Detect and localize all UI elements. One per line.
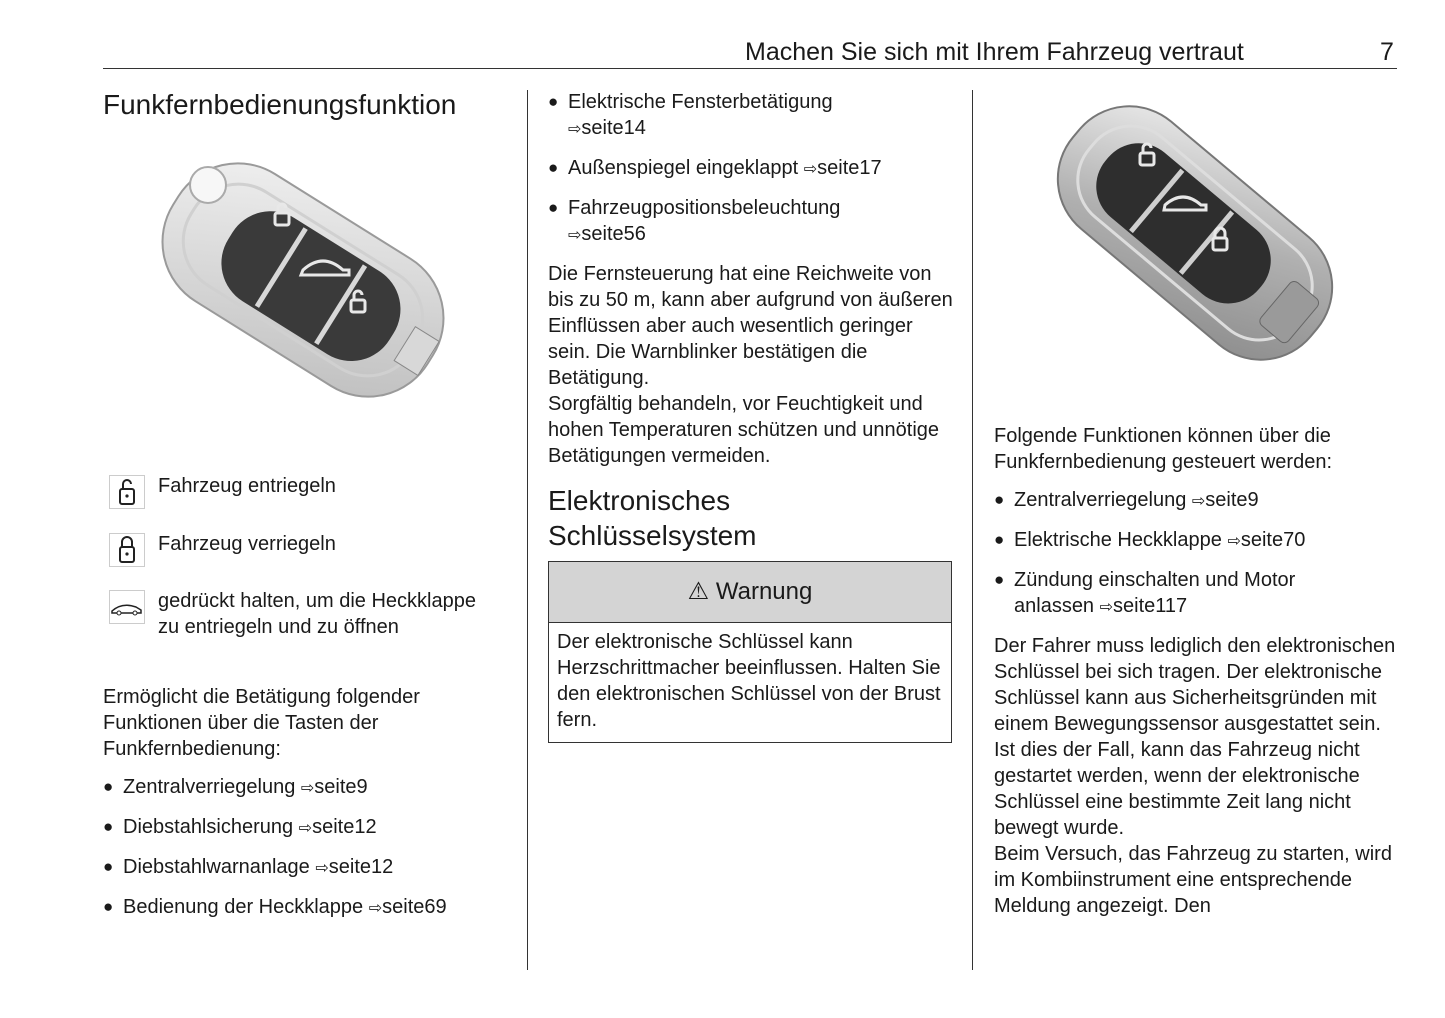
list-item: ● Diebstahlsicherung ⇨seite12	[103, 814, 513, 842]
list-item: ● Zentralverriegelung ⇨seite9	[994, 487, 1399, 515]
electronic-key-fob-icon	[1015, 93, 1375, 373]
start-paragraph: Beim Versuch, das Fahrzeug zu starten, wird im Kombiinstrument eine entsprechende Meldung angezeigt. Den	[994, 843, 1392, 917]
left-body	[103, 684, 513, 934]
middle-column	[548, 89, 953, 553]
column-divider-left	[527, 90, 528, 970]
running-header: Machen Sie sich mit Ihrem Fahrzeug vertraut	[745, 38, 1244, 66]
list-item: ● Zündung einschalten und Motor anlassen ⇨seite117	[994, 567, 1354, 621]
header-rule	[103, 68, 1397, 69]
warning-triangle-icon: ⚠	[687, 578, 710, 605]
page-number: 7	[1380, 38, 1394, 66]
list-item: ● Fahrzeugpositionsbeleuchtung ⇨seite56	[548, 195, 953, 249]
lock-icon	[109, 533, 145, 567]
column-divider-right	[972, 90, 973, 970]
list-item: ● Elektrische Heckklappe ⇨seite70	[994, 527, 1399, 555]
range-paragraph: Die Fernsteuerung hat eine Reichweite von bis zu 50 m, kann aber aufgrund von äußeren Einflüssen aber auch wesentlich geringer sein. Die Warnblinker bestätigen die Betätigung.	[548, 263, 953, 389]
functions-intro: Folgende Funktionen können über die Funkfernbedienung gesteuert werden:	[994, 425, 1333, 473]
list-item: ● Außenspiegel eingeklappt ⇨seite17	[548, 155, 953, 183]
list-item: ● Elektrische Fensterbetätigung ⇨seite14	[548, 89, 953, 143]
list-item: ● Diebstahlwarnanlage ⇨seite12	[103, 854, 513, 882]
warning-header: ⚠ Warnung	[549, 562, 951, 623]
section-heading-remote: Funkfernbedienungsfunktion	[103, 89, 457, 120]
left-column	[103, 87, 503, 122]
driver-paragraph: Der Fahrer muss lediglich den elektronischen Schlüssel bei sich tragen. Der elektronische Schlüssel kann aus Sicherheitsgründen mit einem Bewegungssensor ausgestattet sein. Ist dies der Fall, kann das Fahrzeug nicht gestartet werden, wenn der elektronische Schlüssel eine bestimmte Zeit lang nicht bewegt wurde.	[994, 635, 1396, 839]
section-heading-electronic-key: Elektronisches Schlüsselsystem	[548, 485, 757, 551]
remote-intro: Ermöglicht die Betätigung folgender Funktionen über die Tasten der Funkfernbedienung:	[103, 686, 420, 760]
care-paragraph: Sorgfältig behandeln, vor Feuchtigkeit und hohen Temperaturen schützen und unnötige Betätigungen vermeiden.	[548, 393, 940, 467]
list-item: ● Zentralverriegelung ⇨seite9	[103, 774, 513, 802]
warning-text: Der elektronische Schlüssel kann Herzschrittmacher beeinflussen. Halten Sie den elektronischen Schlüssel von der Brust fern.	[557, 631, 941, 731]
right-column	[994, 423, 1399, 919]
tailgate-car-icon	[109, 590, 145, 624]
flip-key-fob-icon	[123, 140, 478, 425]
warning-box	[548, 561, 952, 743]
symbol-legend: Fahrzeug entriegeln Fahrzeug verriegeln gedrückt halten, um die Heckklappe zu entriegeln und zu öffnen	[103, 473, 523, 673]
list-item: ● Bedienung der Heckklappe ⇨seite69	[103, 894, 513, 922]
unlock-icon	[109, 475, 145, 509]
